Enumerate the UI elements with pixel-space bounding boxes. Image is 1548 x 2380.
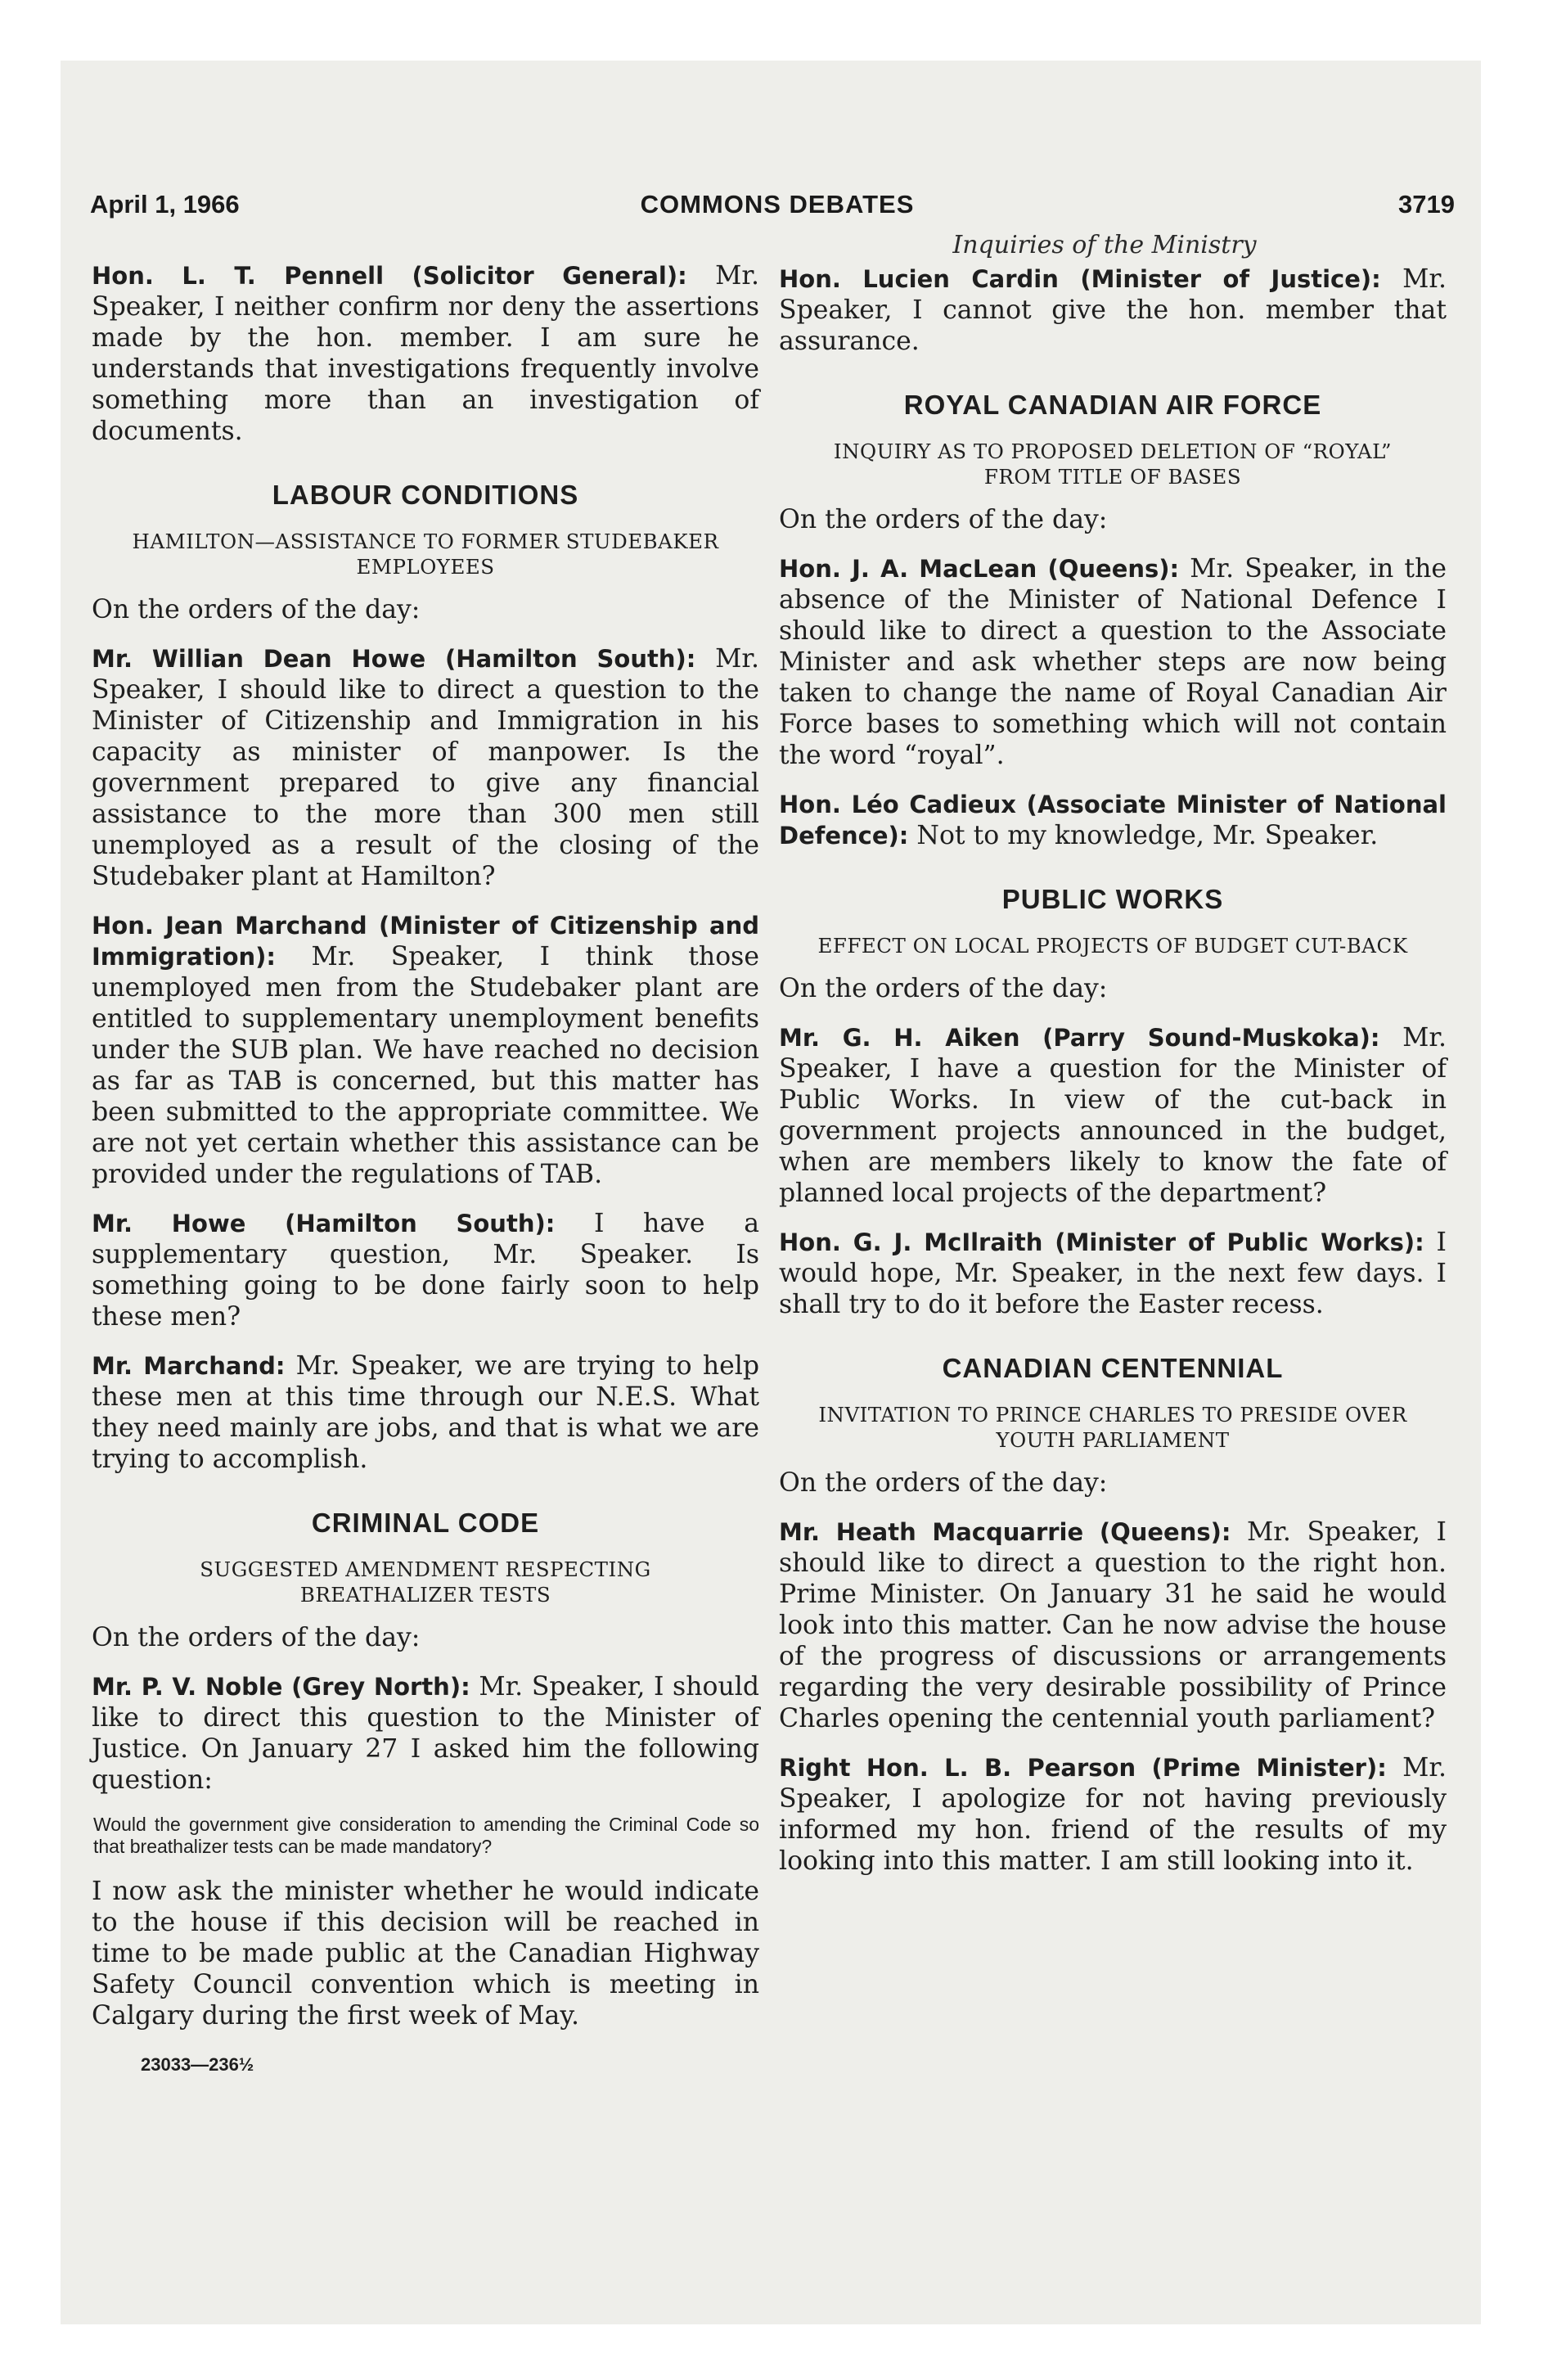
speaker: Mr. Willian Dean Howe (Hamilton South): (92, 645, 696, 673)
speaker: Hon. G. J. McIlraith (Minister of Public Works): (779, 1228, 1424, 1256)
speaker: Mr. G. H. Aiken (Parry Sound-Muskoka): (779, 1024, 1380, 1052)
quoted-question: Would the government give consideration to amending the Criminal Code so that breathalizer tests can be made mandatory? (93, 1814, 759, 1857)
section-heading: ROYAL CANADIAN AIR FORCE (903, 390, 1322, 420)
speaker: Mr. Marchand: (92, 1352, 286, 1380)
paragraph (92, 260, 759, 447)
paragraph: I now ask the minister whether he would indicate to the house if this decision will be reached in time to be made public at the Canadian Highway Safety Council convention which is meeting in Calgary during the first week of May. (92, 1877, 759, 2031)
paragraph (779, 553, 1447, 771)
speech: Mr. Speaker, I apologize for not having previously informed my hon. friend of the results of my looking into this matter. I am still looking into it. (779, 1753, 1447, 1876)
orders-of-day: On the orders of the day: (779, 974, 1108, 1003)
page-number: 3719 (1398, 190, 1455, 219)
paragraph (92, 1350, 759, 1475)
section-heading: PUBLIC WORKS (1001, 884, 1224, 914)
section-subheading: INVITATION TO PRINCE CHARLES TO PRESIDE OVER YOUTH PARLIAMENT (818, 1403, 1407, 1452)
header-title: COMMONS DEBATES (640, 190, 915, 219)
speech: Not to my knowledge, Mr. Speaker. (908, 821, 1379, 850)
paragraph (779, 1517, 1447, 1734)
section-subheading: EFFECT ON LOCAL PROJECTS OF BUDGET CUT-BACK (817, 934, 1408, 958)
speech: Mr. Speaker, I should like to direct a question to the right hon. Prime Minister. On January 31 he said he would look into this matter. Can he now advise the house of the progress of discussions or arrangements regarding the very desirable possibility of Prince Charles opening the centennial youth parliament? (779, 1517, 1447, 1733)
orders-of-day: On the orders of the day: (779, 1468, 1108, 1498)
section-heading: LABOUR CONDITIONS (272, 480, 579, 510)
speaker: Hon. L. T. Pennell (Solicitor General): (92, 262, 687, 290)
section-subheading: HAMILTON—ASSISTANCE TO FORMER STUDEBAKER EMPLOYEES (132, 530, 719, 579)
paragraph (779, 1022, 1447, 1209)
page-header (90, 190, 1455, 226)
speech: Mr. Speaker, I neither confirm nor deny the assertions made by the hon. member. I am sure he understands that investigations frequently involve something more than an investigation of documents. (92, 261, 759, 446)
paragraph (92, 643, 759, 892)
printer-footnote: 23033—236½ (141, 2054, 254, 2075)
paragraph (92, 1208, 759, 1332)
orders-of-day: On the orders of the day: (92, 595, 421, 624)
section-heading: CRIMINAL CODE (311, 1508, 540, 1538)
paragraph (92, 1671, 759, 1796)
speaker: Hon. Léo Cadieux (Associate Minister of National Defence): (779, 791, 1447, 850)
paragraph (779, 1752, 1447, 1877)
speech: Mr. Speaker, in the absence of the Minister of National Defence I should like to direct a question to the Associate Minister and ask whether steps are now being taken to change the name of Royal Canadian Air Force bases to something which will not contain the word “royal”. (779, 554, 1447, 770)
speech: Mr. Speaker, I have a question for the Minister of Public Works. In view of the cut-back in government projects announced in the budget, when are members likely to know the fate of planned local projects of the department? (779, 1023, 1447, 1208)
speech: Mr. Speaker, we are trying to help these men at this time through our N.E.S. What they need mainly are jobs, and that is what we are trying to accomplish. (92, 1351, 760, 1474)
speaker: Mr. Howe (Hamilton South): (92, 1210, 556, 1237)
paragraph (779, 264, 1447, 357)
speaker: Hon. J. A. MacLean (Queens): (779, 555, 1180, 583)
paragraph (92, 910, 759, 1190)
section-heading: CANADIAN CENTENNIAL (942, 1353, 1284, 1383)
paragraph (779, 1227, 1447, 1320)
speaker: Mr. P. V. Noble (Grey North): (92, 1673, 470, 1701)
speech: Mr. Speaker, I cannot give the hon. member that assurance. (779, 264, 1447, 356)
paragraph (779, 789, 1447, 851)
speech: I would hope, Mr. Speaker, in the next few days. I shall try to do it before the Easter recess. (779, 1228, 1447, 1319)
header-date: April 1, 1966 (90, 190, 240, 219)
section-subheading: INQUIRY AS TO PROPOSED DELETION OF “ROYAL” FROM TITLE OF BASES (833, 439, 1393, 489)
orders-of-day: On the orders of the day: (779, 505, 1108, 534)
running-head: Inquiries of the Ministry (952, 231, 1257, 259)
speaker: Mr. Heath Macquarrie (Queens): (779, 1518, 1231, 1546)
speech: Mr. Speaker, I should like to direct this question to the Minister of Justice. On January 27 I asked him the following question: (92, 1672, 760, 1795)
left-column (92, 260, 759, 2080)
section-subheading: SUGGESTED AMENDMENT RESPECTING BREATHALIZER TESTS (200, 1557, 651, 1607)
speaker: Hon. Lucien Cardin (Minister of Justice): (779, 265, 1381, 293)
speaker: Hon. Jean Marchand (Minister of Citizenship and Immigration): (92, 912, 759, 971)
orders-of-day: On the orders of the day: (92, 1623, 421, 1652)
speech: Mr. Speaker, I think those unemployed men from the Studebaker plant are entitled to supplementary unemployment benefits under the SUB plan. We have reached no decision as far as TAB is concerned, but this matter has been submitted to the appropriate committee. We are not yet certain whether this assistance can be provided under the regulations of TAB. (92, 942, 759, 1189)
speaker: Right Hon. L. B. Pearson (Prime Minister): (779, 1754, 1387, 1782)
right-column (779, 264, 1447, 1895)
speech: I have a supplementary question, Mr. Speaker. Is something going to be done fairly soon to help these men? (92, 1209, 759, 1332)
speech: Mr. Speaker, I should like to direct a question to the Minister of Citizenship and Immigration in his capacity as minister of manpower. Is the government prepared to give any financial assistance to the more than 300 men still unemployed as a result of the closing of the Studebaker plant at Hamilton? (92, 644, 759, 891)
